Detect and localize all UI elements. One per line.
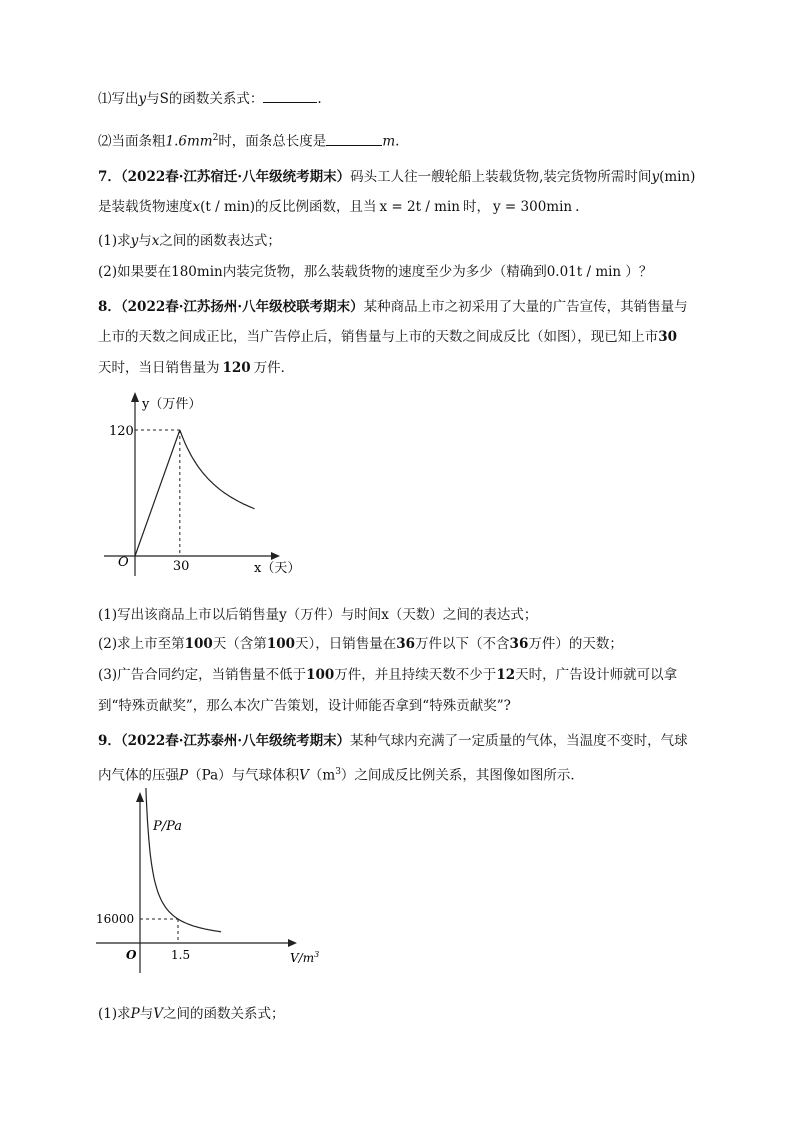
y-axis-arrow — [131, 392, 139, 402]
q7-stem-text: (t / min)的反比例函数，且当 — [200, 199, 377, 215]
q8-line3 — [98, 358, 294, 378]
q7-sub1 — [98, 231, 281, 251]
var-y: y — [651, 169, 660, 185]
x-axis-arrow — [271, 552, 280, 560]
q9-line1: 9．（2022春·江苏泰州·八年级统考期末）某种气球内充满了一定质量的气体，当温度不变时，气球 — [98, 733, 688, 749]
var-V: V — [153, 1006, 163, 1022]
inverse-curve — [145, 788, 221, 932]
q9-sup: 3 — [335, 767, 341, 777]
q8-stem-text: 上市的天数之间成正比，当广告停止后，销售量与上市的天数之间成反比（如图），现已知上市 — [98, 329, 659, 345]
var-V: V — [299, 767, 309, 784]
pressure-chart — [92, 788, 332, 973]
q8-number-12: 12 — [496, 667, 516, 683]
q9-stem-text: 某种气球内充满了一定质量的气体，当温度不变时，气球 — [350, 733, 688, 749]
x-axis-arrow — [288, 939, 297, 947]
question-source: （2022春·江苏扬州·八年级校联考期末） — [120, 299, 364, 315]
var-x: x — [192, 199, 201, 215]
q9-sub1-text: 之间的函数关系式； — [162, 1006, 285, 1022]
x-axis-label: $V/m^3$ — [290, 950, 320, 965]
q8-sub2-text: 万件）的天数； — [528, 636, 623, 652]
q9-stem-text: ）之间成反比例关系，其图像如图所示． — [340, 767, 584, 784]
q7-sub1-prefix: (1)求 — [98, 233, 131, 249]
q6-part2-prefix: ⑵当面条粗 — [98, 133, 166, 150]
q7-condition-y: y = 300min — [493, 199, 573, 215]
y-axis-label: y（万件） — [142, 397, 202, 412]
q6-part1-end: . — [317, 91, 322, 107]
q7-stem-text: 时， — [463, 199, 490, 215]
q9-stem-text: 内气体的压强 — [98, 767, 179, 784]
q8-sub2-text: 天），日销售量在 — [295, 636, 397, 652]
q8-number-100: 100 — [266, 636, 295, 652]
increasing-segment — [135, 430, 180, 556]
q9-sub1-text: 与 — [139, 1006, 154, 1022]
var-P: P — [130, 1006, 140, 1022]
q6-part2-end: . — [395, 133, 400, 150]
y-tick-120: 120 — [109, 424, 134, 439]
question-source: （2022春·江苏泰州·八年级统考期末） — [120, 733, 351, 749]
q7-sub1-mid: 与 — [138, 233, 152, 249]
q6-part1-text: 与S的函数关系式： — [146, 91, 264, 107]
q9-sub1 — [98, 1004, 284, 1024]
q8-sub3-text: 万件，并且持续天数不少于 — [334, 667, 497, 683]
q8-number-120: 120 — [222, 360, 251, 376]
var-P: P — [179, 767, 189, 784]
q8-sub1: (1)写出该商品上市以后销售量y（万件）与时间x（天数）之间的表达式； — [98, 607, 538, 623]
q7-unit: (min) — [659, 169, 696, 185]
q7-end: . — [575, 199, 580, 215]
q7-stem-text: 码头工人往一艘轮船上装载货物,装完货物所需时间 — [350, 169, 652, 185]
q9-sub1-text: (1)求 — [98, 1006, 131, 1022]
q8-sub2-text: (2)求上市至第 — [98, 636, 185, 652]
q7-line2 — [98, 197, 579, 217]
y-tick-16000: 16000 — [96, 912, 135, 926]
question-number: 9 — [98, 733, 108, 749]
q8-line1: 8．（2022春·江苏扬州·八年级校联考期末）某种商品上市之初采用了大量的广告宣传，其销售量与 — [98, 299, 688, 315]
inverse-curve — [180, 430, 255, 509]
y-axis-arrow — [136, 792, 144, 802]
q8-line2 — [98, 327, 677, 347]
q6-part2 — [98, 128, 399, 152]
q6-unit: m — [382, 133, 396, 150]
q8-sub2 — [98, 634, 623, 654]
q9-line2 — [98, 762, 584, 786]
q8-sub2-text: 万件以下（不含 — [415, 636, 510, 652]
q8-sub3-text: (3)广告合同约定，当销售量不低于 — [98, 667, 307, 683]
q8-sub3-line2: 到“特殊贡献奖”，那么本次广告策划，设计师能否拿到“特殊贡献奖”? — [98, 698, 511, 714]
q6-part1-prefix: ⑴写出 — [98, 91, 139, 107]
q8-number-30: 30 — [658, 329, 678, 345]
q6-part1 — [98, 88, 322, 109]
x-tick-1.5: 1.5 — [171, 948, 191, 962]
x-tick-30: 30 — [172, 559, 190, 574]
answer-blank[interactable] — [263, 88, 317, 103]
q8-sub3 — [98, 665, 677, 685]
q6-thickness-value: 1.6mm — [165, 133, 213, 150]
question-source: （2022春·江苏宿迁·八年级统考期末） — [120, 169, 351, 185]
q8-stem-text: 万件． — [253, 360, 295, 376]
origin-label: O — [118, 555, 129, 570]
question-number: 8 — [98, 299, 108, 315]
var-x: x — [151, 233, 160, 249]
origin-label: O — [126, 948, 137, 962]
var-y: y — [138, 91, 147, 107]
q8-number-100: 100 — [306, 667, 335, 683]
x-axis-label: x（天） — [254, 561, 301, 576]
q7-sub2: (2)如果要在180min内装完货物，那么装载货物的速度至少为多少（精确到0.01t / min ）？ — [98, 264, 653, 280]
q7-condition-x: x = 2t / min — [379, 199, 460, 215]
var-y: y — [130, 233, 139, 249]
question-number: 7 — [98, 169, 108, 185]
q8-number-36: 36 — [509, 636, 529, 652]
sales-chart — [96, 388, 306, 584]
q6-part2-text: 时，面条总长度是 — [218, 133, 327, 150]
q8-sub3-text: 天时，广告设计师就可以拿 — [515, 667, 678, 683]
q7-line1: 7．（2022春·江苏宿迁·八年级统考期末）码头工人往一艘轮船上装载货物,装完货物所需时间y(min) — [98, 169, 696, 185]
q9-stem-text: （m — [308, 767, 336, 784]
q8-number-100: 100 — [184, 636, 213, 652]
q9-stem-text: （Pa）与气球体积 — [188, 767, 300, 784]
q8-sub2-text: 天（含第 — [212, 636, 267, 652]
q8-stem-text: 某种商品上市之初采用了大量的广告宣传，其销售量与 — [363, 299, 688, 315]
q8-number-36: 36 — [396, 636, 416, 652]
q7-sub1-end: 之间的函数表达式； — [159, 233, 281, 249]
y-axis-label: P/Pa — [153, 819, 183, 834]
q7-stem-text: 是装载货物速度 — [98, 199, 193, 215]
q8-stem-text: 天时，当日销售量为 — [98, 360, 220, 376]
q6-sup: 2 — [212, 133, 219, 143]
answer-blank[interactable] — [326, 131, 382, 146]
